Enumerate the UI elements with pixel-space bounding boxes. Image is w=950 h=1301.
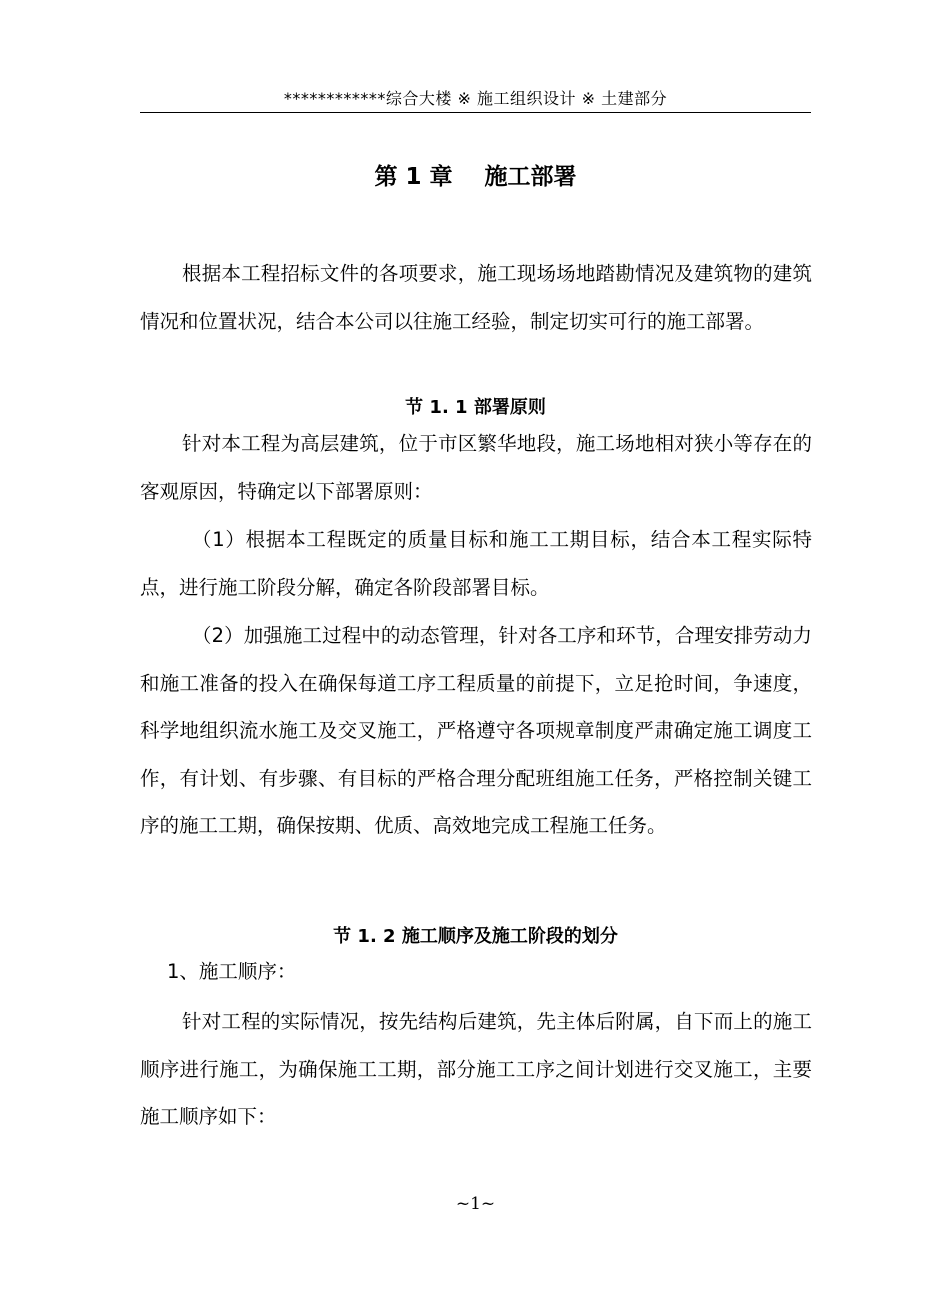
section-1-1-title: 节 1. 1 部署原则: [405, 397, 546, 418]
page-number: ~1~: [455, 1194, 496, 1214]
section-1-1-paragraph: 针对本工程为高层建筑，位于市区繁华地段，施工场地相对狭小等存在的客观原因，特确定以下部署原则：: [140, 432, 812, 503]
subheading-construction-sequence: 1、施工顺序：: [167, 960, 297, 983]
header-rule: [140, 112, 811, 113]
section-1-2-paragraph: 针对工程的实际情况，按先结构后建筑，先主体后附属，自下而上的施工顺序进行施工，为确保施工工期，部分施工工序之间计划进行交叉施工，主要施工顺序如下：: [140, 1010, 812, 1128]
running-header: ************综合大楼 ※ 施工组织设计 ※ 土建部分: [283, 89, 668, 108]
principle-item-2: （2）加强施工过程中的动态管理，针对各工序和环节，合理安排劳动力和施工准备的投入在确保每道工序工程质量的前提下，立足抢时间，争速度，科学地组织流水施工及交叉施工，严格遵守各项规章制度严肃确定施工调度工作，有计划、有步骤、有目标的严格合理分配班组施工任务，严格控制关键工序的施工工期，确保按期、优质、高效地完成工程施工任务。: [140, 624, 812, 837]
section-1-2-title: 节 1. 2 施工顺序及施工阶段的划分: [333, 926, 618, 947]
chapter-title: 第 1 章 施工部署: [374, 164, 577, 190]
principle-item-1: （1）根据本工程既定的质量目标和施工工期目标，结合本工程实际特点，进行施工阶段分解，确定各阶段部署目标。: [140, 528, 812, 599]
intro-paragraph: 根据本工程招标文件的各项要求，施工现场场地踏勘情况及建筑物的建筑情况和位置状况，结合本公司以往施工经验，制定切实可行的施工部署。: [140, 262, 812, 333]
